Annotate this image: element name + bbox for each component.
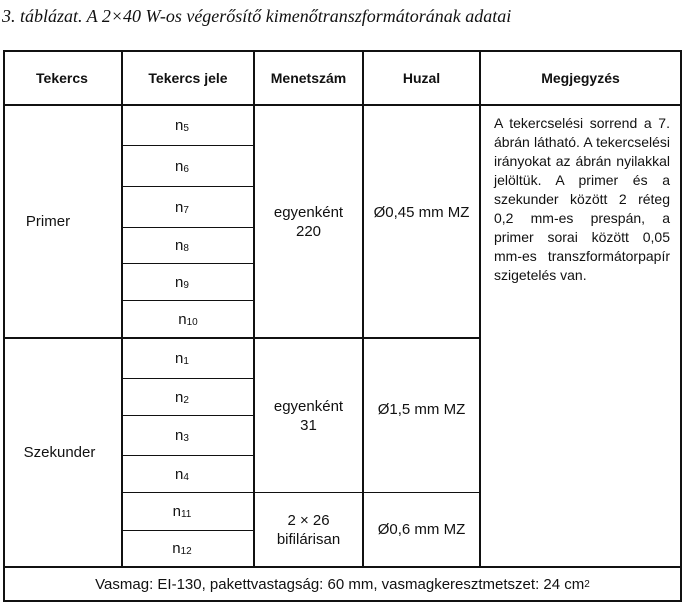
table-caption: 3. táblázat. A 2×40 W-os végerősítő kimenőtranszformátorának adatai [2,6,512,26]
wire-primer: Ø0,45 mm MZ [373,203,470,221]
group-szekunder [12,339,107,566]
winding-n12: n 12 [172,540,192,557]
winding-n6: n 6 [175,157,189,175]
turns-primer: egyenként 220 [273,203,344,240]
turns-bifilar: 2 × 26 bifilárisan [276,511,341,548]
footer-text: Vasmag: EI-130, pakettvastagság: 60 mm, vasmagkeresztmetszet: 24 cm [95,575,585,593]
winding-n1: n 1 [175,350,189,367]
core-spec-footer [3,567,682,601]
header-huzal: Huzal [402,69,441,86]
winding-n10: n 10 [178,310,198,328]
winding-n11: n 11 [172,503,192,520]
remark-text: A tekercselési sorrend a 7. ábrán látható. A tekercselési irányokat az ábrán nyilakkal jelöltük. A primer és a szekunder között 2 réteg 0,2 mm-es prespán, a primer sorai között 0,05 mm-es transzformátorpapír szigetelés van. [494,115,670,283]
winding-n5: n 5 [175,117,189,134]
turns-szekunder: egyenként 31 [273,397,344,434]
header-megjegyzes: Megjegyzés [541,69,620,86]
winding-n7: n 7 [175,198,189,216]
winding-n2: n 2 [175,388,189,406]
wire-bifilar: Ø0,6 mm MZ [377,521,466,538]
footer-exponent: 2 [584,578,590,590]
group-label: Szekunder [23,444,96,461]
group-label: Primer [25,213,71,230]
group-primer [3,106,93,337]
header-menetszam: Menetszám [270,69,347,86]
wire-szekunder: Ø1,5 mm MZ [377,401,466,418]
winding-n8: n 8 [175,237,189,254]
header-tekercs-jele: Tekercs jele [148,69,228,86]
col-divider [479,52,481,567]
winding-n3: n 3 [175,427,189,444]
header-tekercs: Tekercs [36,69,88,86]
winding-n9: n 9 [175,273,189,291]
winding-n4: n 4 [175,465,189,483]
